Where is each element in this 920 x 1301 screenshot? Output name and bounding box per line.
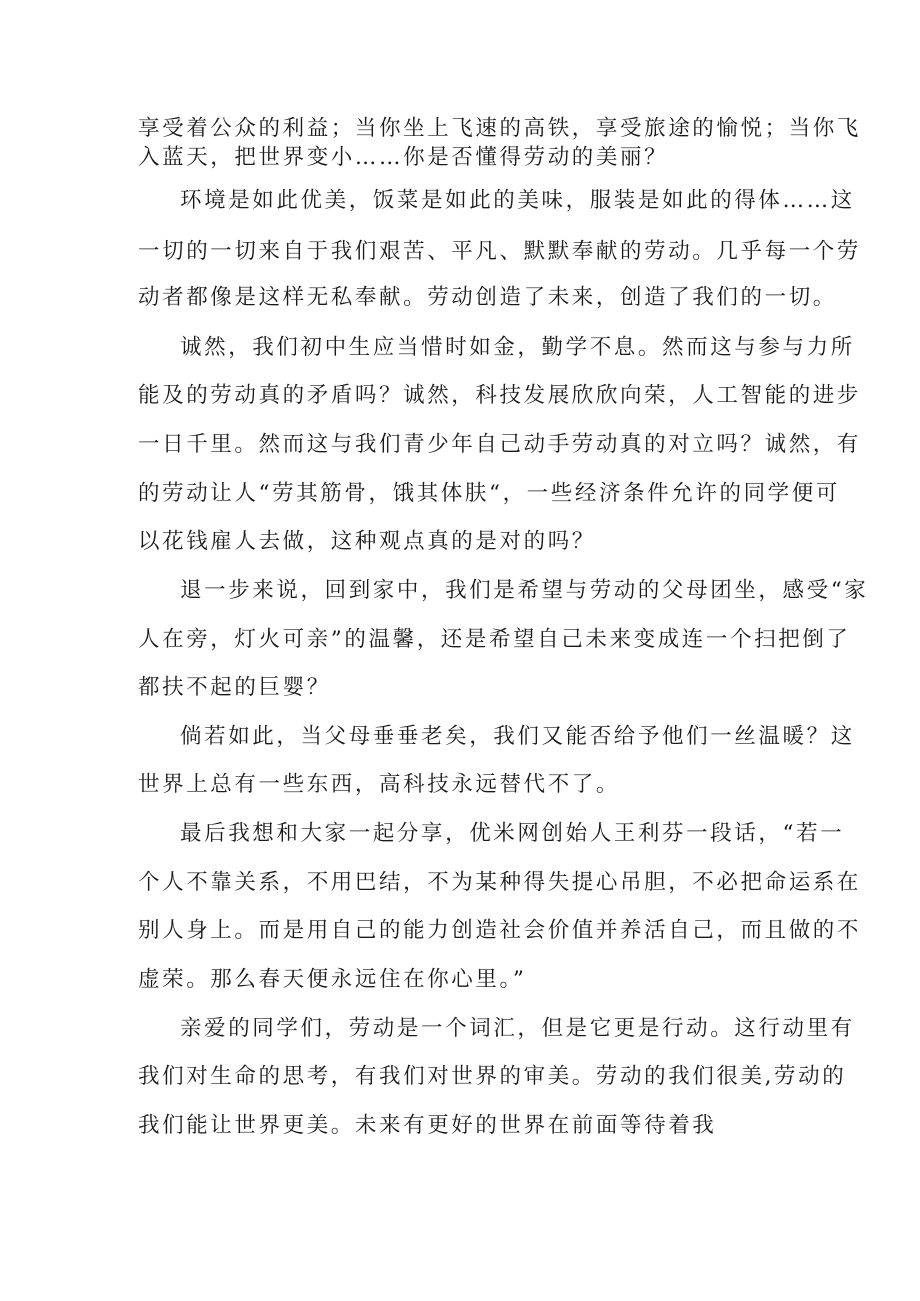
paragraph-2-line-2: 一切的一切来自于我们艰苦、平凡、默默奉献的劳动。几乎每一个劳 <box>138 239 862 264</box>
paragraph-2-line-3: 动者都像是这样无私奉献。劳动创造了未来，创造了我们的一切。 <box>138 285 837 310</box>
paragraph-4-line-3: 都扶不起的巨婴？ <box>138 675 331 700</box>
paragraph-1-line-1: 享受着公众的利益；当你坐上飞速的高铁，享受旅途的愉悦；当你飞 <box>138 116 862 141</box>
paragraph-5-line-1: 倘若如此，当父母垂垂老矣，我们又能否给予他们一丝温暖？这 <box>180 724 855 749</box>
paragraph-3-line-5: 以花钱雇人去做，这种观点真的是对的吗？ <box>138 529 596 554</box>
paragraph-6-line-2: 个人不靠关系，不用巴结，不为某种得失提心吊胆，不必把命运系在 <box>138 870 862 895</box>
paragraph-3-line-4: 的劳动让人“劳其筋骨，饿其体肤“，一些经济条件允许的同学便可 <box>138 481 840 506</box>
paragraph-7-line-3: 我们能让世界更美。未来有更好的世界在前面等待着我 <box>138 1113 717 1138</box>
paragraph-3-line-1: 诚然，我们初中生应当惜时如金，勤学不息。然而这与参与力所 <box>180 335 855 360</box>
paragraph-6-line-1: 最后我想和大家一起分享，优米网创始人王利芬一段话，“若一 <box>180 821 845 846</box>
paragraph-1-line-2: 入蓝天，把世界变小……你是否懂得劳动的美丽？ <box>138 145 669 170</box>
paragraph-7-line-1: 亲爱的同学们，劳动是一个词汇，但是它更是行动。这行动里有 <box>180 1016 855 1041</box>
paragraph-2-line-1: 环境是如此优美，饭菜是如此的美味，服装是如此的得体……这 <box>180 188 855 213</box>
paragraph-3-line-2: 能及的劳动真的矛盾吗？诚然，科技发展欣欣向荣，人工智能的进步 <box>138 383 862 408</box>
paragraph-3-line-3: 一日千里。然而这与我们青少年自己动手劳动真的对立吗？诚然，有 <box>138 432 862 457</box>
paragraph-4-line-1: 退一步来说，回到家中，我们是希望与劳动的父母团坐，感受“家 <box>180 578 869 603</box>
paragraph-6-line-4: 虚荣。那么春天便永远住在你心里。” <box>138 967 527 992</box>
paragraph-5-line-2: 世界上总有一些东西，高科技永远替代不了。 <box>138 772 621 797</box>
paragraph-7-line-2: 我们对生命的思考，有我们对世界的审美。劳动的我们很美,劳动的 <box>138 1064 847 1089</box>
paragraph-6-line-3: 别人身上。而是用自己的能力创造社会价值并养活自己，而且做的不 <box>138 918 862 943</box>
paragraph-4-line-2: 人在旁，灯火可亲”的温馨，还是希望自己未来变成连一个扫把倒了 <box>138 627 851 652</box>
